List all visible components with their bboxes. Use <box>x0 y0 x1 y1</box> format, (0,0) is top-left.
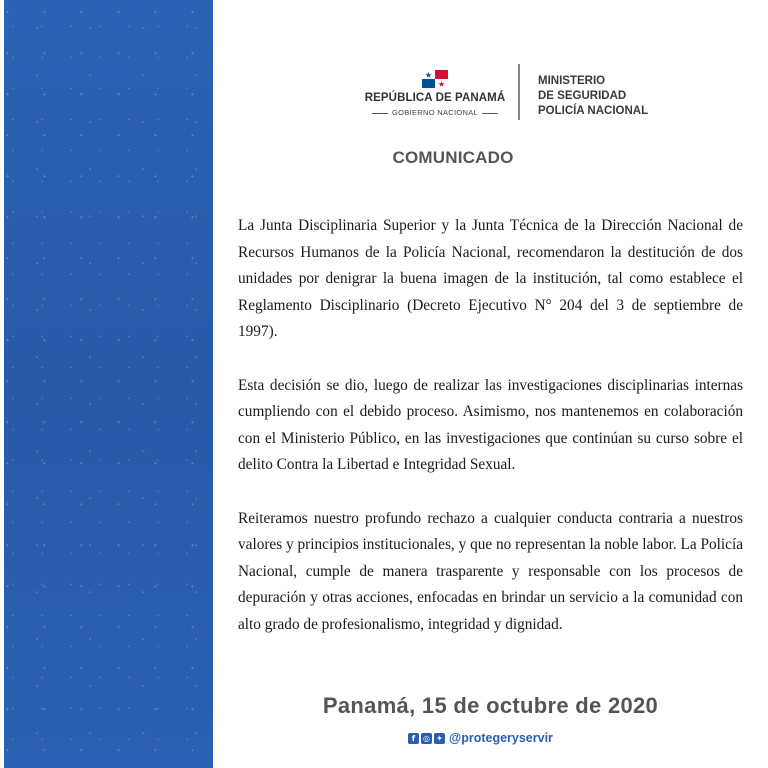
date-line: Panamá, 15 de octubre de 2020 <box>322 693 659 718</box>
twitter-icon: ✦ <box>434 733 445 744</box>
paragraph-2: Esta decisión se dio, luego de realizar las investigaciones disciplinarias internas cumpliendo con el debido proceso. Asimismo, nos mantenemos en colaboración con el Ministerio Público, en las investigaciones que continúan su curso sobre el delito Contra la Libertad e Integridad Sexual. <box>238 376 743 473</box>
ministry-line-2: DE SEGURIDAD <box>538 90 627 102</box>
page-title: COMUNICADO <box>392 148 514 167</box>
social-handle: @protegeryservir <box>449 731 553 745</box>
header-logos <box>360 62 680 124</box>
paragraph-1: La Junta Disciplinaria Superior y la Junta Técnica de la Dirección Nacional de Recursos Humanos de la Policía Nacional, recomendaron la destitución de dos unidades por denigrar la buena imagen de la institución, tal como establece el Reglamento Disciplinario (Decreto Ejecutivo N° 204 del 3 de septiembre de 1997). <box>238 217 743 340</box>
panama-flag-icon <box>422 70 448 88</box>
header-divider <box>518 64 520 120</box>
ministry-line-1: MINISTERIO <box>538 75 606 87</box>
communique-body <box>238 213 743 665</box>
government-text: GOBIERNO NACIONAL <box>392 108 478 117</box>
paragraph-3: Reiteramos nuestro profundo rechazo a cualquier conducta contraria a nuestros valores y principios institucionales, y que no representan la noble labor. La Policía Nacional, cumple de manera trasparente y responsable con los procesos de depuración y otras acciones, enfocadas en brindar un servicio a la comunidad con alto grado de profesionalismo, integridad y dignidad. <box>238 509 743 633</box>
ministry-line-3: POLICÍA NACIONAL <box>538 105 649 117</box>
country-name: REPÚBLICA DE PANAMÁ <box>364 92 506 104</box>
government-label <box>360 108 510 117</box>
dash-left <box>372 113 388 114</box>
ministry-name <box>538 74 648 119</box>
social-footer <box>408 729 553 747</box>
dash-right <box>482 113 498 114</box>
facebook-icon: f <box>408 733 419 744</box>
blue-side-band <box>0 0 213 768</box>
side-band-edge <box>0 0 4 768</box>
instagram-icon: ◎ <box>421 733 432 744</box>
